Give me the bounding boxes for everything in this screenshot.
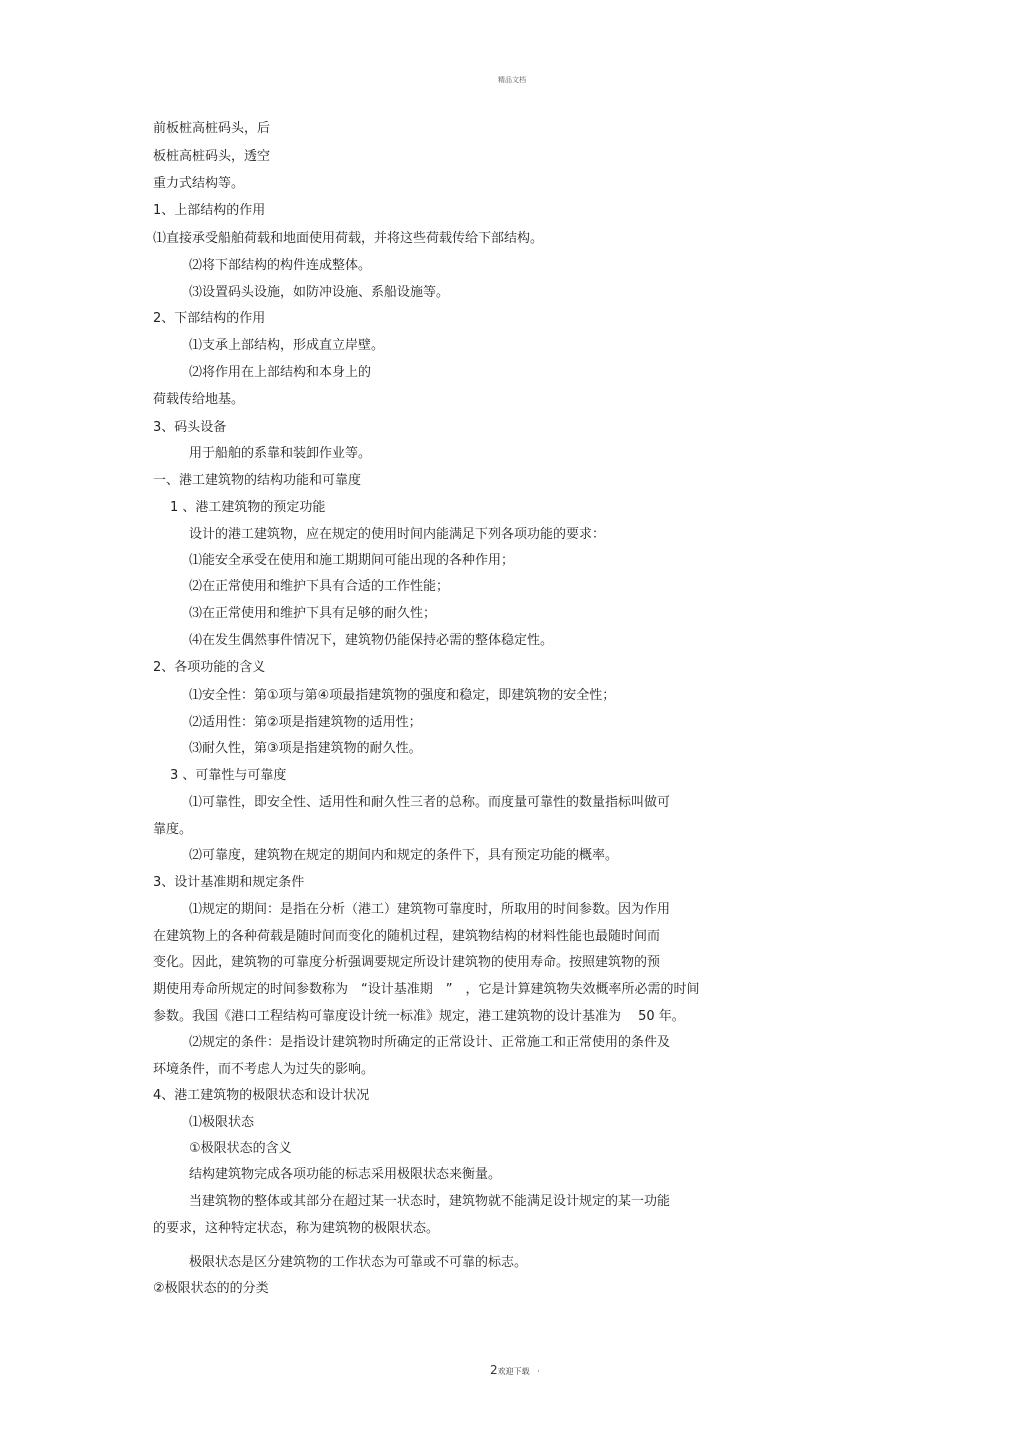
text-line: ⑶设置码头设施，如防冲设施、系船设施等。	[189, 285, 450, 300]
text-line: ⑵将下部结构的构件连成整体。	[189, 258, 372, 273]
text-line: 期使用寿命所规定的时间参数称为 “设计基准期 ” ，它是计算建筑物失效概率所必需的时间	[153, 982, 700, 997]
text-line: ⑴规定的期间：是指在分析（港工）建筑物可靠度时，所取用的时间参数。因为作用	[189, 902, 671, 917]
text-line: 2、各项功能的含义	[153, 660, 266, 675]
text-line: 2、下部结构的作用	[153, 311, 266, 326]
text-line: 1、上部结构的作用	[153, 203, 266, 218]
text-line: 4、港工建筑物的极限状态和设计状况	[153, 1088, 370, 1103]
text-line: 一、港工建筑物的结构功能和可靠度	[153, 473, 362, 488]
text-line: 设计的港工建筑物，应在规定的使用时间内能满足下列各项功能的要求：	[189, 527, 606, 542]
text-line: 参数。我国《港口工程结构可靠度设计统一标准》规定，港工建筑物的设计基准为 50 年。	[153, 1009, 685, 1024]
text-line: ⑵适用性：第②项是指建筑物的适用性；	[189, 715, 422, 730]
text-line: ⑶耐久性，第③项是指建筑物的耐久性。	[189, 741, 422, 756]
text-line: 用于船舶的系靠和装卸作业等。	[189, 446, 372, 461]
text-line: ⑵可靠度，建筑物在规定的期间内和规定的条件下，具有预定功能的概率。	[189, 848, 619, 863]
text-line: 3、设计基准期和规定条件	[153, 875, 305, 890]
text-line: 荷载传给地基。	[153, 392, 245, 407]
text-line: ⑴支承上部结构，形成直立岸壁。	[189, 338, 385, 353]
page-number: 2	[490, 1363, 498, 1377]
text-line: 当建筑物的整体或其部分在超过某一状态时，建筑物就不能满足设计规定的某一功能	[189, 1194, 671, 1209]
text-line: 靠度。	[153, 822, 193, 837]
footer-mark: ·	[537, 1367, 540, 1376]
text-line: 板桩高桩码头，透空	[153, 149, 271, 164]
text-line: ⑴极限状态	[189, 1115, 255, 1130]
text-line: ⑴安全性：第①项与第④项最指建筑物的强度和稳定，即建筑物的安全性；	[189, 688, 616, 703]
text-line: ⑶在正常使用和维护下具有足够的耐久性；	[189, 606, 437, 621]
footer-text: 欢迎下载	[497, 1367, 530, 1376]
text-line: ⑴可靠性，即安全性、适用性和耐久性三者的总称。而度量可靠性的数量指标叫做可	[189, 795, 671, 810]
text-line: ⑵规定的条件：是指设计建筑物时所确定的正常设计、正常施工和正常使用的条件及	[189, 1035, 671, 1050]
text-line: ⑴直接承受船舶荷载和地面使用荷载，并将这些荷载传给下部结构。	[153, 231, 544, 246]
text-line: 环境条件，而不考虑人为过失的影响。	[153, 1062, 375, 1077]
text-line: 在建筑物上的各种荷载是随时间而变化的随机过程，建筑物结构的材料性能也最随时间而	[153, 929, 661, 944]
text-line: 3 、可靠性与可靠度	[170, 768, 287, 783]
text-line: ⑵在正常使用和维护下具有合适的工作性能；	[189, 579, 450, 594]
text-line: ②极限状态的的分类	[153, 1281, 269, 1296]
text-line: 3、码头设备	[153, 420, 227, 435]
text-line: 极限状态是区分建筑物的工作状态为可靠或不可靠的标志。	[189, 1255, 528, 1270]
text-line: 的要求，这种特定状态，称为建筑物的极限状态。	[153, 1221, 440, 1236]
text-line: ①极限状态的含义	[189, 1141, 292, 1156]
text-line: 结构建筑物完成各项功能的标志采用极限状态来衡量。	[189, 1167, 502, 1182]
text-line: 重力式结构等。	[153, 176, 245, 191]
text-line: 变化。因此，建筑物的可靠度分析强调要规定所设计建筑物的使用寿命。按照建筑物的预	[153, 955, 661, 970]
text-line: ⑷在发生偶然事件情况下，建筑物仍能保持必需的整体稳定性。	[189, 633, 554, 648]
page-header: 精品文档	[498, 76, 526, 84]
text-line: 前板桩高桩码头，后	[153, 121, 271, 136]
text-line: ⑴能安全承受在使用和施工期期间可能出现的各种作用；	[189, 553, 515, 568]
page-footer	[490, 1363, 540, 1377]
text-line: 1 、港工建筑物的预定功能	[170, 500, 326, 515]
text-line: ⑵将作用在上部结构和本身上的	[189, 365, 372, 380]
